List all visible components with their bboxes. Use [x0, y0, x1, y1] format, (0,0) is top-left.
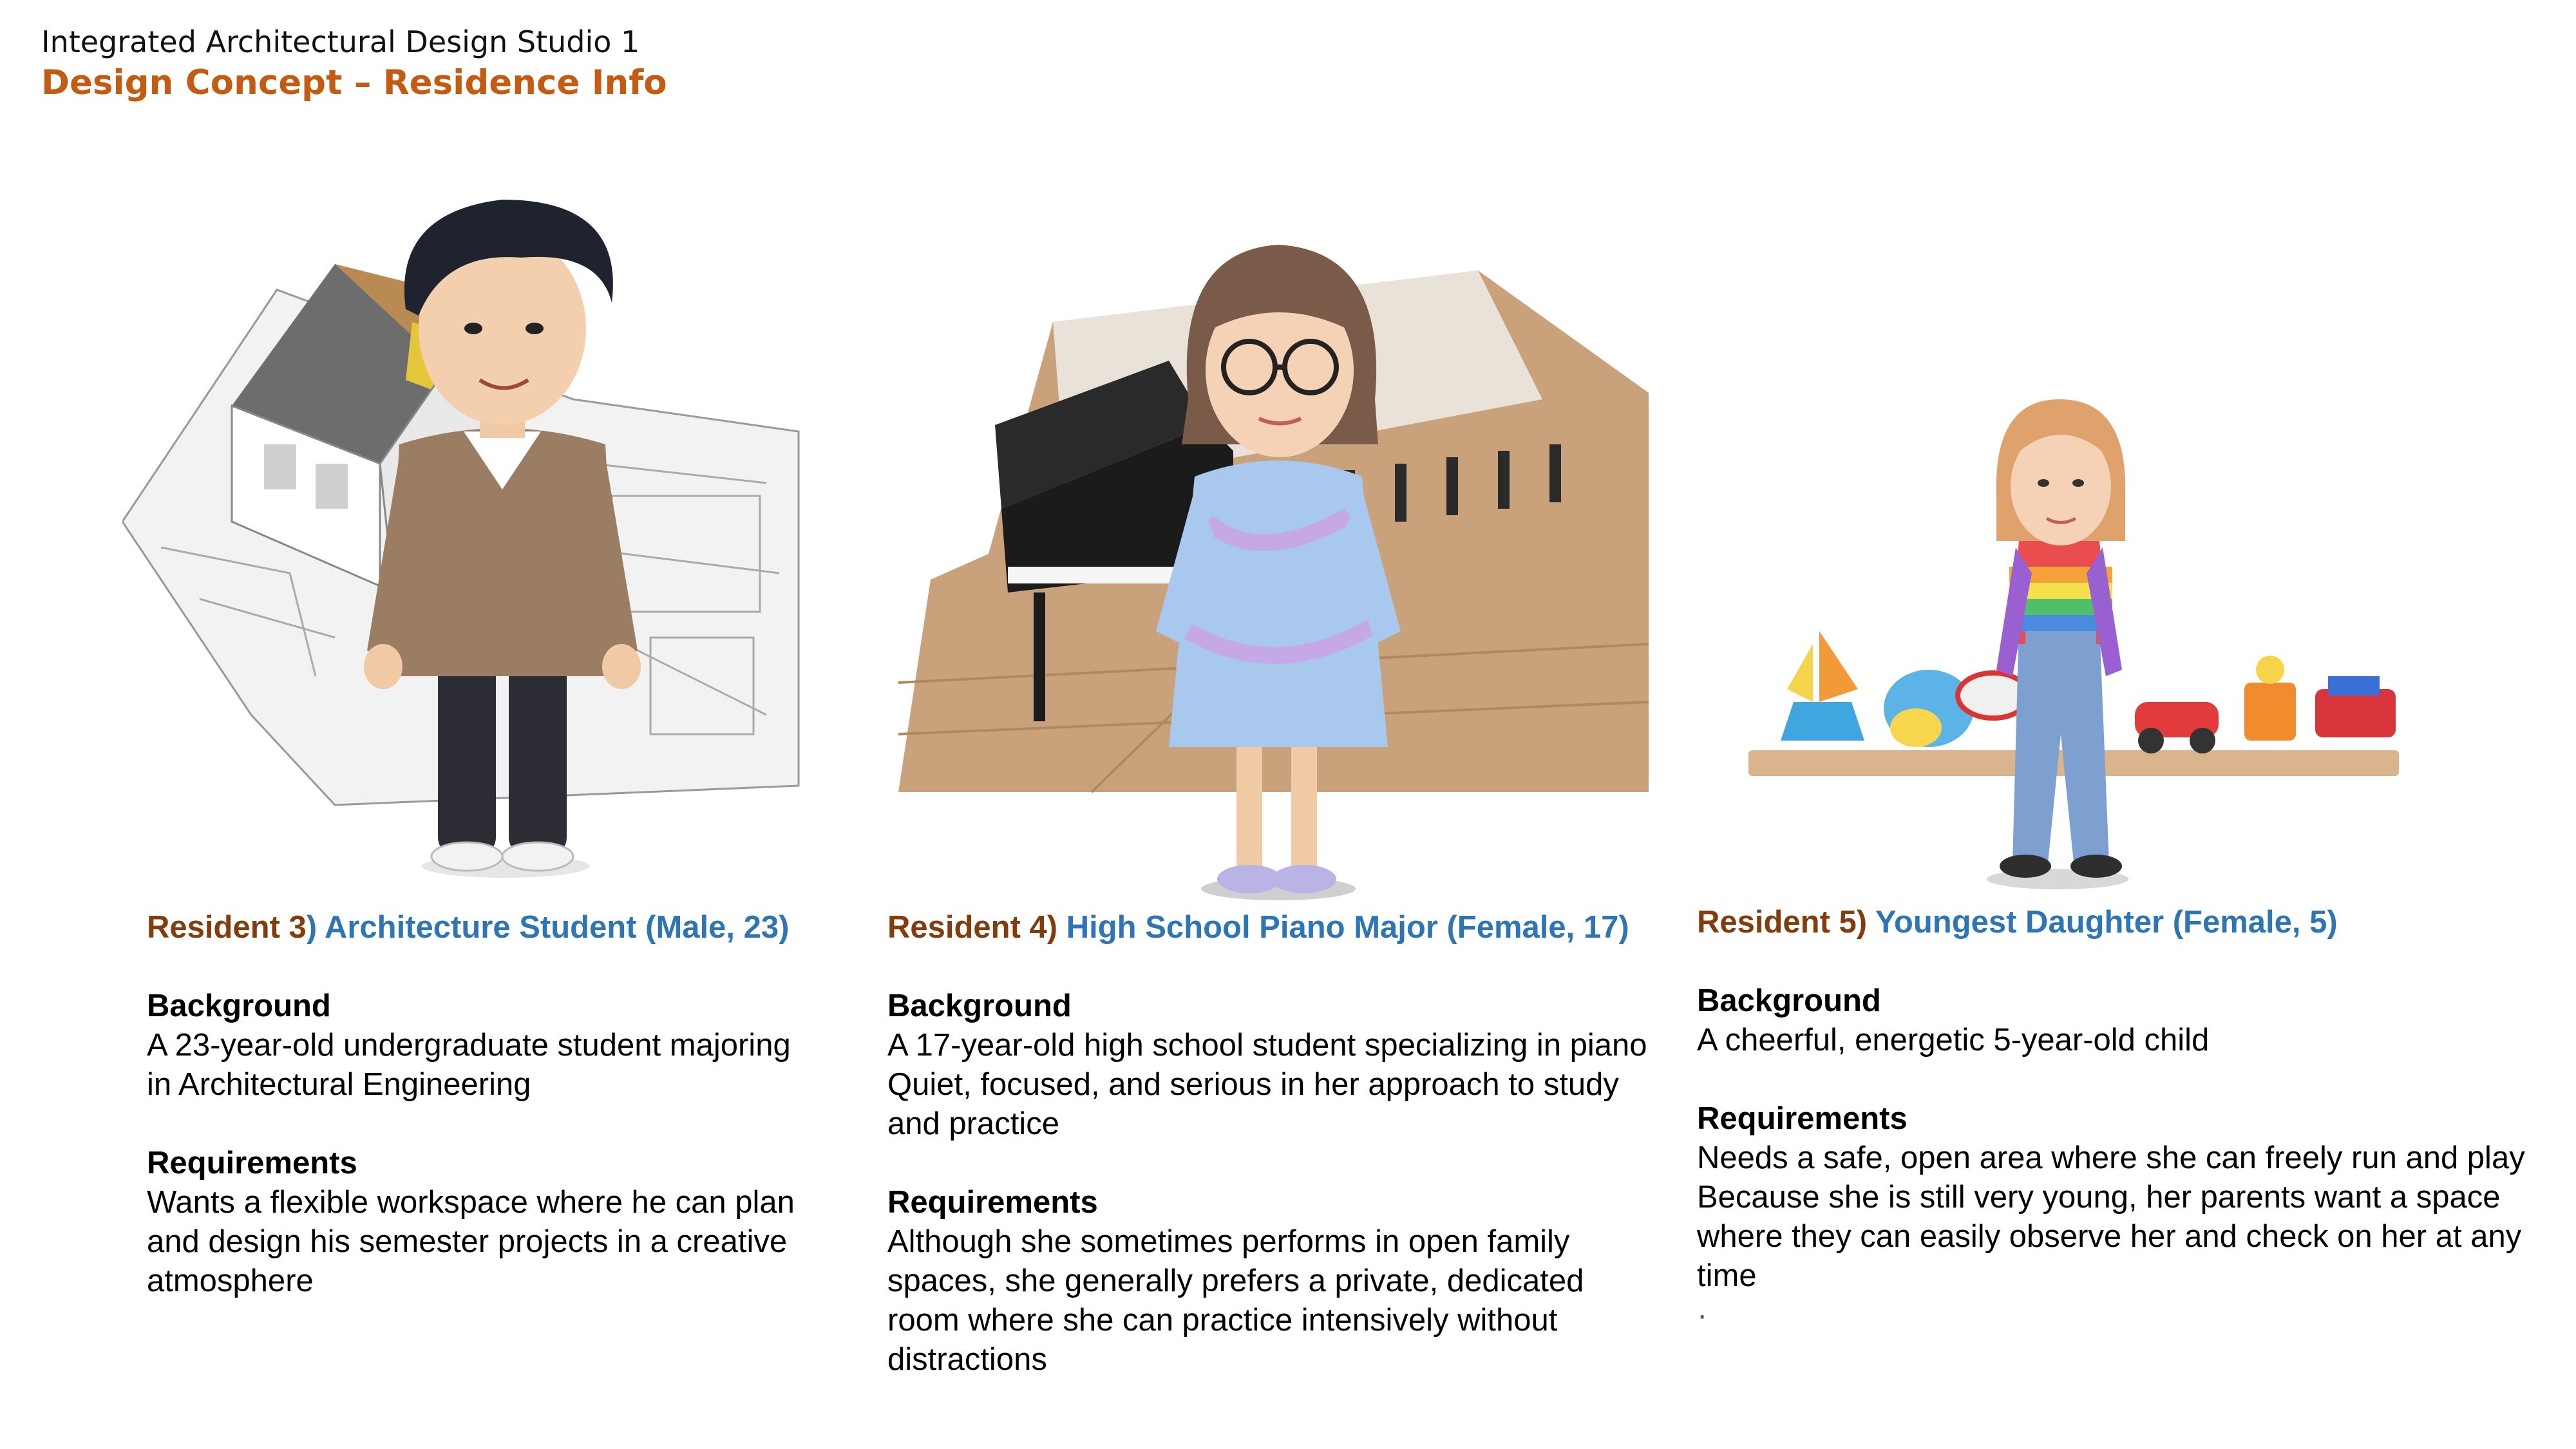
requirements-label: Requirements [147, 1146, 357, 1180]
resident-3-heading [147, 908, 920, 947]
resident-4-heading [887, 908, 1686, 947]
resident-number: Resident 3 [147, 910, 307, 945]
background-text: A 23-year-old undergraduate student majoring in Architectural Engineering [147, 1028, 791, 1102]
requirements-text: Although she sometimes performs in open family spaces, she generally prefers a private, dedicated room where she can practice intensively without distractions [887, 1224, 1584, 1377]
requirements-label: Requirements [887, 1185, 1098, 1220]
requirements-label: Requirements [1697, 1101, 1908, 1136]
background-text: A 17-year-old high school student specializing in piano Quiet, focused, and serious in her approach to study and practice [887, 1028, 1647, 1141]
trailing-dot: · [1697, 1298, 1708, 1332]
background-label: Background [887, 989, 1072, 1023]
resident-role: High School Piano Major (Female, 17) [1057, 910, 1629, 945]
requirements-text: Needs a safe, open area where she can freely run and play Because she is still very young, her parents want a space where they can easily observe her and check on her at any time [1697, 1141, 2525, 1293]
resident-4-card [887, 908, 1686, 1379]
course-title: Integrated Architectural Design Studio 1 [41, 24, 640, 59]
avatar-young-daughter-icon [1748, 399, 2405, 895]
requirements-text: Wants a flexible workspace where he can plan and design his semester projects in a creative atmosphere [147, 1185, 795, 1298]
resident-number: Resident 4) [887, 910, 1058, 945]
resident-role: Architecture Student (Male, 23) [317, 910, 790, 945]
background-text: A cheerful, energetic 5-year-old child [1697, 1023, 2210, 1057]
resident-paren: ) [306, 910, 317, 945]
avatar-architecture-student-icon [122, 187, 805, 889]
resident-5-heading [1697, 903, 2560, 942]
slide-title: Design Concept – Residence Info [41, 63, 667, 102]
resident-number: Resident 5) [1697, 905, 1868, 940]
background-label: Background [147, 989, 331, 1023]
resident-3-card [147, 908, 920, 1301]
avatar-piano-student-icon [898, 232, 1658, 914]
background-label: Background [1697, 983, 1881, 1018]
resident-role: Youngest Daughter (Female, 5) [1867, 905, 2338, 940]
resident-5-card [1697, 903, 2560, 1335]
